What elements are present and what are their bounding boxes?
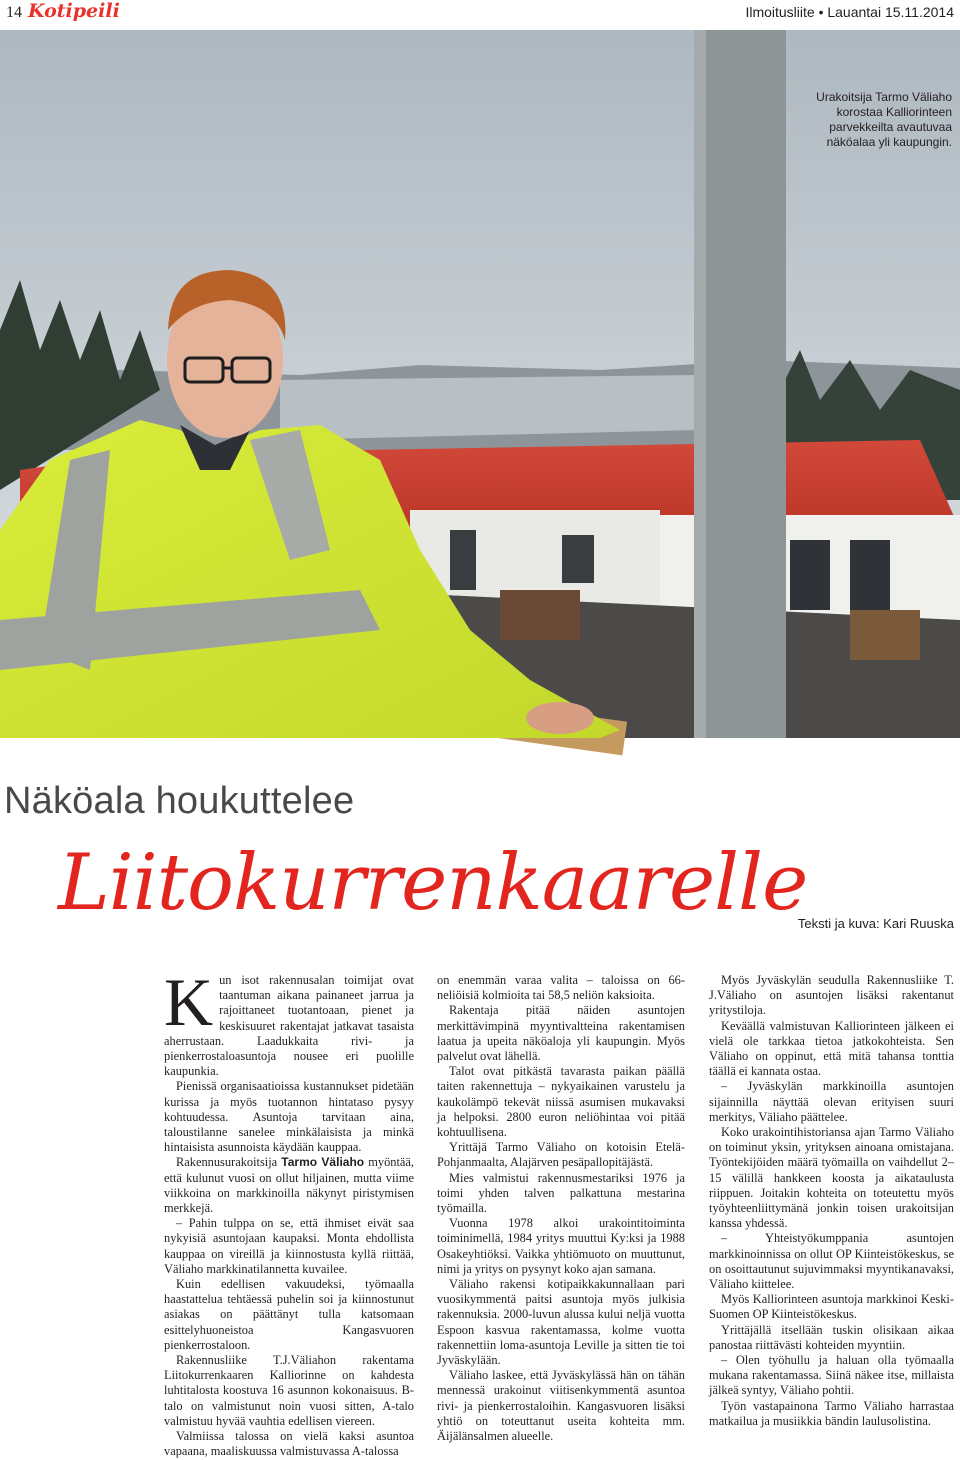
article-kicker: Näköala houkuttelee bbox=[4, 780, 355, 822]
publication-logo: Kotipeili bbox=[28, 0, 120, 22]
paragraph: Koko urakointihistoriansa ajan Tarmo Väliaho on toiminut yksin, yrityksen ainoana omistajana. Työntekijöiden määrä työmailla on vaihdellut 2–15 välillä hankkeen koosta ja aikataulusta riippuen. Joitakin kohteita on toteutettu myös työyhteenliittymänä jonkin toisen urakoitsijan kanssa yhdessä. bbox=[709, 1125, 954, 1231]
paragraph: – Jyväskylän markkinoilla asuntojen sijainnilla näyttää olevan erityisen suuri merkitys, Väliaho päättelee. bbox=[709, 1079, 954, 1124]
page-number: 14 bbox=[6, 4, 22, 21]
paragraph: Väliaho rakensi kotipaikkakunnallaan pari vuosikymmentä paitsi asuntoja myös julkisia rakennuksia. 2000-luvun alussa kului neljä vuotta Espoon kasvua rakentamassa, kolme vuotta rakennettiin loma-asuntoja Leville ja sitten tie toi Jyväskylään. bbox=[437, 1277, 685, 1368]
paragraph: Mies valmistui rakennusmestariksi 1976 ja toimi yhden talven palkattuna mestarina työmailla. bbox=[437, 1170, 685, 1216]
photo-caption: Urakoitsija Tarmo Väliaho korostaa Kalliorinteen parvekkeilta avautuvaa näköalaa yli kaupungin. bbox=[816, 90, 952, 149]
paragraph: on enemmän varaa valita – taloissa on 66-neliöisiä kolmioita tai 58,5 neliön kaksioita. bbox=[437, 973, 685, 1003]
paragraph: – Yhteistyökumppania asuntojen markkinoinnissa on ollut OP Kiinteistökeskus, se on osoittautunut sujuvimmaksi myyntikanavaksi, Väliaho kiittelee. bbox=[709, 1231, 954, 1292]
paragraph: Keväällä valmistuvan Kalliorinteen jälkeen ei vielä ole tarkkaa tietoa jatkokohteista. Sen Väliaho on oppinut, että mitä tahansa tonttia täällä ei kannata ostaa. bbox=[709, 1018, 954, 1079]
article-byline: Teksti ja kuva: Kari Ruuska bbox=[797, 916, 954, 931]
article-column-1 bbox=[164, 964, 414, 1460]
paragraph: Työn vastapainona Tarmo Väliaho harrastaa matkailua ja musiikkia bändin laulusolistina. bbox=[709, 1398, 954, 1428]
paragraph: Myös Jyväskylän seudulla Rakennusliike T. J.Väliaho on asuntojen lisäksi rakentanut yritystiloja. bbox=[709, 973, 954, 1018]
article-column-3 bbox=[709, 973, 954, 1429]
article-column-2 bbox=[437, 973, 685, 1444]
paragraph: – Pahin tulppa on se, että ihmiset eivät saa nykyisiä asuntojaan kaupaksi. Monta ehdollista kauppaa on vireillä ja kiinnostusta kyllä riittää, Väliaho markkinatilannetta kuvailee. bbox=[164, 1216, 414, 1276]
paragraph: Kun isot rakennusalan toimijat ovat taantuman aikana painaneet jarrua ja rajoittaneet tuotantoaan, pienet ja keskisuuret rakentajat jatkavat tasaista aherrustaan. Laadukkaita rivi- ja pienkerrostaloasuntoja nousee eri puolille kaupunkia. bbox=[164, 964, 414, 1079]
paragraph: Myös Kalliorinteen asuntoja markkinoi Keski-Suomen OP Kiinteistökeskus. bbox=[709, 1292, 954, 1322]
paragraph: Talot ovat pitkästä tavarasta paikan päällä taiten rakennettuja – nykyaikainen varustelu ja kaukolämpö tekevät niissä asumisen mukavaksi ja helpoksi. 2800 euron neliöhintaa voi pitää kohtuullisena. bbox=[437, 1064, 685, 1140]
paragraph: Väliaho laskee, että Jyväskylässä hän on tähän mennessä urakoinut viitisenkymmentä asuntoa rivi- ja pienkerrostaloihin. Kangasvuoren lisäksi yhtiö on toteuttanut useita kohteita mm. Äijälänsalmen alueelle. bbox=[437, 1368, 685, 1444]
issue-date: Ilmoitusliite • Lauantai 15.11.2014 bbox=[745, 4, 954, 20]
person-name: Tarmo Väliaho bbox=[281, 1155, 365, 1170]
drop-cap: K bbox=[164, 964, 214, 1040]
page-header bbox=[0, 0, 960, 28]
paragraph: Rakennusurakoitsija Tarmo Väliaho myöntää, että kulunut vuosi on ollut hiljainen, mutta viime viikkoina on markkinoilla näkynyt piristymisen merkkejä. bbox=[164, 1155, 414, 1216]
article-headline: Liitokurrenkaarelle bbox=[58, 838, 808, 928]
paragraph: Rakennusliike T.J.Väliahon rakentama Liitokurrenkaaren Kalliorinne on kahdesta luhtitalosta koostuva 16 asunnon kokonaisuus. B-talo on valmistunut noin vuosi sitten, A-talo valmistuu hyvää vauhtia edellisen viereen. bbox=[164, 1353, 414, 1428]
paragraph: Valmiissa talossa on vielä kaksi asuntoa vapaana, maaliskuussa valmistuvassa A-talossa bbox=[164, 1429, 414, 1459]
paragraph: Yrittäjä Tarmo Väliaho on kotoisin Etelä-Pohjanmaalta, Alajärven pesäpallopitäjästä. bbox=[437, 1140, 685, 1170]
paragraph: Yrittäjällä itsellään tuskin olisikaan aikaa panostaa riittävästi kohteiden myyntiin. bbox=[709, 1322, 954, 1352]
article-photo bbox=[0, 30, 960, 738]
paragraph: Kuin edellisen vakuudeksi, työmaalla haastattelua tehtäessä puhelin soi ja kiinnostunut asiakas on päättänyt tulla katsomaan esittelyhuoneistoa Kangasvuoren pienkerrostaloon. bbox=[164, 1277, 414, 1352]
paragraph: – Olen työhullu ja haluan olla työmaalla mukana rakentamassa. Siinä näkee itse, millaista jälkeä syntyy, Väliaho pohtii. bbox=[709, 1353, 954, 1398]
paragraph: Rakentaja pitää näiden asuntojen merkittävimpinä myyntivaltteina rakentamisen laatua ja upeita näköaloja yli kaupungin. Myös palvelut ovat lähellä. bbox=[437, 1003, 685, 1064]
paragraph: Pienissä organisaatioissa kustannukset pidetään kurissa ja myös tuotannon hintataso pysyy kohtuudessa. Asuntoja tarvitaan aina, taloustilanne sanelee minkälaisista ja minkä hintaisista asunnoista käydään kauppaa. bbox=[164, 1079, 414, 1155]
paragraph: Vuonna 1978 alkoi urakointitoiminta toiminimellä, 1984 yritys muuttui Ky:ksi ja 1988 Osakeyhtiöksi. Vaikka yhtiömuoto on muuttunut, nimi ja yritys on pysynyt koko ajan samana. bbox=[437, 1216, 685, 1276]
